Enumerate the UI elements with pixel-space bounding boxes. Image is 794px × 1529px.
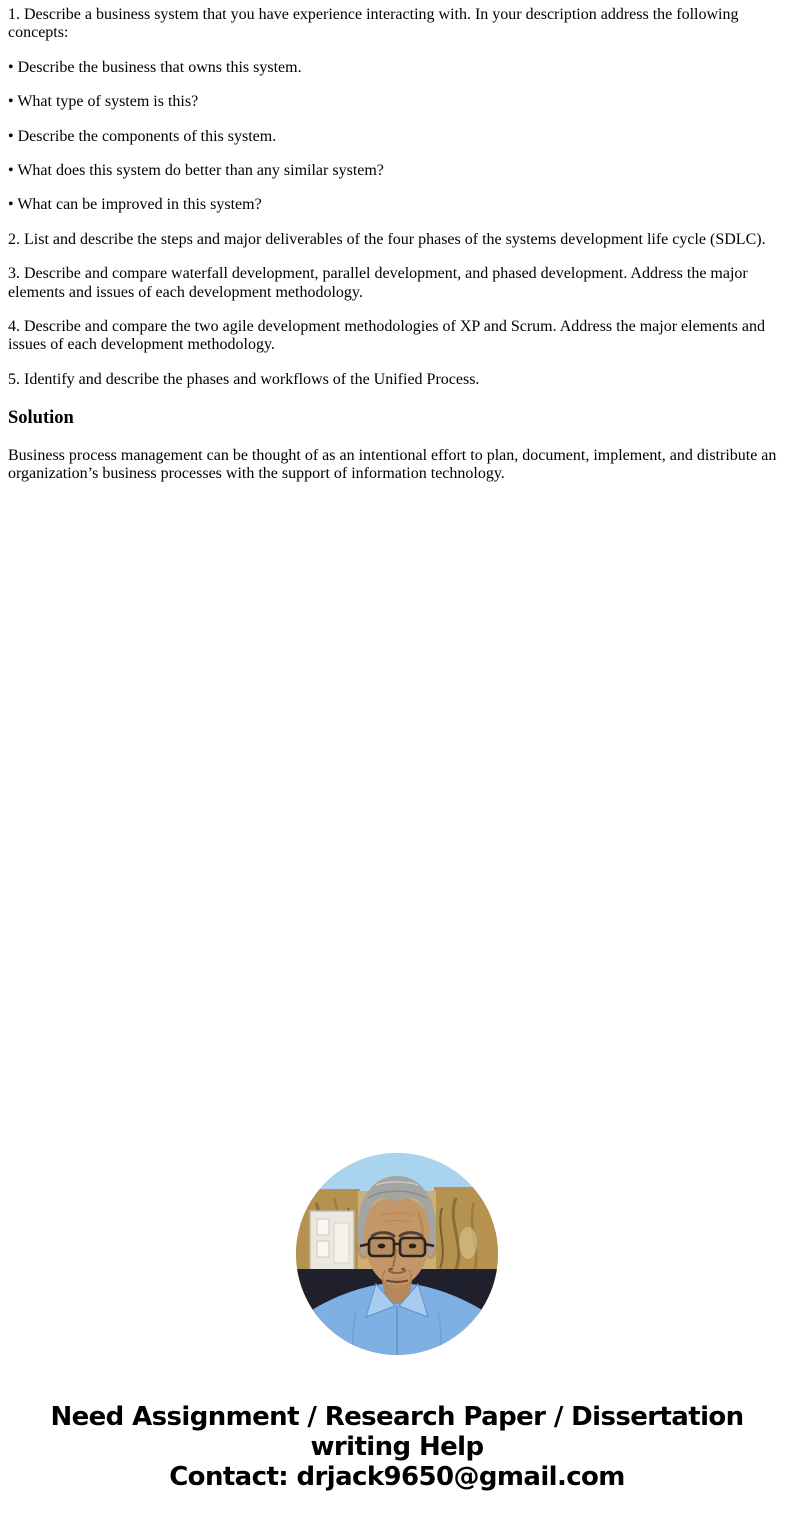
footer-banner	[0, 1402, 794, 1492]
bullet-item: • What can be improved in this system?	[8, 196, 262, 214]
footer-line-2: writing Help	[310, 1431, 484, 1462]
document-page	[0, 6, 794, 1529]
solution-paragraph: Business process management can be thought of as an intentional effort to plan, document, implement, and distribute an organization’s business processes with the support of information technology.	[8, 447, 777, 483]
question-2: 2. List and describe the steps and major deliverables of the four phases of the systems development life cycle (SDLC).	[8, 230, 766, 248]
bullet-item: • What does this system do better than any similar system?	[8, 161, 384, 179]
footer-contact-email: Contact: drjack9650@gmail.com	[169, 1461, 625, 1492]
blank-space	[0, 500, 794, 1153]
tutor-photo-row	[0, 1153, 794, 1355]
footer-line-1: Need Assignment / Research Paper / Dissertation	[50, 1401, 744, 1432]
question-1: 1. Describe a business system that you have experience interacting with. In your description address the following concepts:	[8, 6, 739, 42]
question-4: 4. Describe and compare the two agile development methodologies of XP and Scrum. Address the major elements and issues of each development methodology.	[8, 317, 765, 354]
person-portrait-photo	[296, 1153, 498, 1355]
bullet-item: • Describe the business that owns this system.	[8, 58, 302, 76]
solution-heading: Solution	[8, 408, 74, 429]
tutor-photo-avatar	[296, 1153, 498, 1355]
question-3: 3. Describe and compare waterfall development, parallel development, and phased development. Address the major elements and issues of each development methodology.	[8, 265, 748, 301]
question-section	[0, 6, 794, 484]
bullet-item: • Describe the components of this system.	[8, 127, 277, 145]
question-5: 5. Identify and describe the phases and workflows of the Unified Process.	[8, 370, 480, 388]
bullet-item: • What type of system is this?	[8, 93, 199, 111]
